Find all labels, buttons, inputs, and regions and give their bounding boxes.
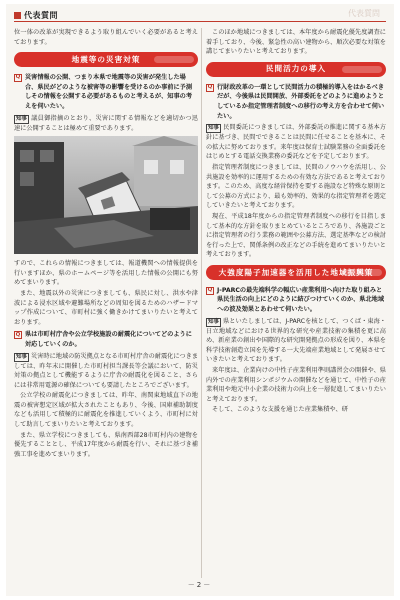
banner-jparc [206,265,386,280]
answer-label: 知事 [16,353,28,360]
answer-seismic [14,352,198,391]
page-number: －2－ [187,581,213,589]
banner-disaster [14,52,198,67]
question-mark-icon: Q [207,84,213,91]
answer-jparc [206,317,386,365]
newsletter-page [6,4,394,596]
banner-private-sector [206,62,386,77]
question-disaster-info [14,73,198,111]
answer-label: 知事 [16,115,28,122]
question-text: 災害情報の公開、つまり本県で地震等の災害が発生した場合、県民がどのような被害等の影響を受けるのか事前に予測しその情報を公開する必要があるものと考えるが、知事の考えを伺いたい。 [25,74,193,110]
answer-private-sector [206,123,386,162]
question-text: 県は市町村庁舎や公立学校施設の耐震化についてどのように対応していくのか。 [25,331,192,348]
header-title: 代表質問 [24,11,58,20]
right-column [206,28,386,578]
answer-text: 県といたしましては、J-PARCを核として、つくば・東海・日立地域などにおける世界的な研究や産業技術の集積を更に高め、新産業の創出や国際的な研究開発拠点の形成を図り、本県を科学技術創造立国を先導する一大先端産業地域として発展させていきたいと考えております。 [206,317,386,364]
answer-seismic-cont2: また、県立学校につきましても、県南西部28市町村内の建物を優先することとし、平成17年度から耐震を行い、それに基づき補強工事を進めてまいります。 [14,431,198,458]
header-watermark: 代表質問 [348,9,380,18]
answer-text: 議員御指摘のとおり、災害に関する情報などを適切かつ迅速に公開することは極めて重要であります。 [14,114,198,132]
answer-label: 知事 [208,318,220,325]
left-intro: 位一体の改革が実現できるよう取り組んでいく必要があると考えております。 [14,29,198,46]
banner-private-sector-label: 民間活力の導入 [265,64,327,74]
left-column [14,28,198,578]
banner-disaster-label: 地震等の災害対策 [71,54,141,64]
question-text: 行財政改革の一環として民間活力の積極的導入をはかるべきだが、今後県は民間開放、外部委託をどのように進めようとしているか指定管理者制度への移行の考え方を合わせて伺いたい。 [217,83,385,120]
answer-private-sector-cont2: 現在、平成18年度からの指定管理者制度への移行を目指しまして基本的な方針を取りまとめているところであり、各施設ごとに指定管理者の行う業務の範囲や公募方法、選定基準などの検討を行った上で、関係条例の改正などの手続を進めてまいりたいと考えております。 [206,212,386,259]
answer-disaster-info-cont2: また、地震以外の災害につきましても、県民に対し、洪水や津波による浸水区域や避難場所などの周知を図るためのハザードマップ作成について、市町村に強く働きかけてまいりたいと考えております。 [14,289,198,326]
disaster-photo [14,136,198,254]
question-mark-icon: Q [207,287,213,294]
question-text: J-PARCの最先端科学の幅広い産業利用へ向けた取り組みと県民生活の向上にどのように結びつけていくのか、県北地域への波及効果とあわせて伺いたい。 [217,286,385,314]
collapsed-house-photo [14,136,198,254]
answer-disaster-info [14,114,198,134]
answer-seismic-cont: 公立学校の耐震化につきましては、昨年、南関東地域直下の地震の被害想定区域が拡大されたこともあり、今後、国庫補助制度なども活用して積極的に耐震化を推進していくよう、市町村に対して助言してまいりたいと考えております。 [14,392,198,429]
answer-private-sector-cont: 指定管理者制度につきましては、民間のノウハウを活用し、公共施設を効率的に運用するための有効な方法であると考えております。このため、高度な経営保持を要する施設など特殊な原則として公募の方式により、最も効率的、効果的な指定管理者を選定していきたいと考えております。 [206,163,386,210]
answer-jparc-cont2: そして、このような支援を通じた産業集積や、研 [212,406,348,414]
header-rule [14,21,386,22]
question-seismic [14,330,198,349]
answer-text: 民間委託につきましては、外部委託の推進に関する基本方針に基づき、民間でできることは民間に任せることを基本に、その拡大に努めております。来年度は保育士試験業務の全面委託をはじめとする電話交換業務の委託などを予定しております。 [206,124,386,161]
right-intro: このほか地域につきましては、本年度から耐震化優先度調査に着手しており、今後、緊急性の高い建物から、順次必要な対策を講じてまいりたいと考えております。 [206,29,386,56]
column-divider [201,28,202,578]
answer-disaster-info-cont: すので、これらの情報につきましては、報道機関への情報提供を行いますほか、県のホームページ等を活用した情報の公開にも努めてまいります。 [14,260,198,287]
header-square-icon [14,12,21,19]
question-jparc [206,286,386,315]
banner-jparc-label: 大強度陽子加速器を活用した地域振興策 [218,267,374,277]
answer-label: 知事 [208,125,220,132]
question-mark-icon: Q [15,74,21,81]
answer-jparc-cont: 来年度は、企業向けの中性子産業利用準則講習会の開催や、県内外での産業利用シンポジウムの開催などを通じて、中性子の産業利用や地元中小企業の技術力の向上を一層促進してまいりたいと考えております。 [206,367,386,403]
question-mark-icon: Q [15,331,21,338]
question-private-sector [206,83,386,121]
answer-text: 災害時に地域の防災拠点となる市町村庁舎の耐震化につきましては、昨年末に開催した市町村担当課長等会議において、防災対策の拠点として機能するように庁舎の耐震化を図ること、さらには非常用電源の確保についても要請したところでございます。 [14,352,198,389]
section-header [14,10,58,21]
